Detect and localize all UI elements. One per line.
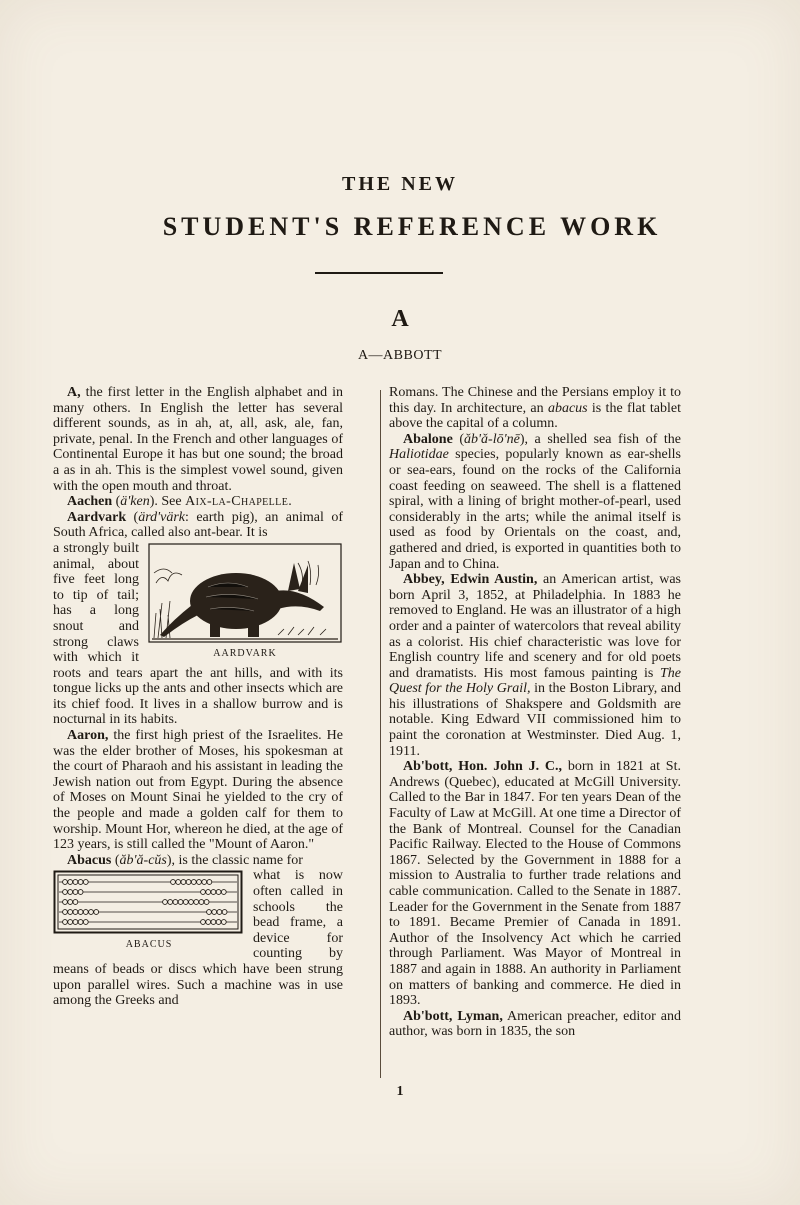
abacus-bead: [211, 890, 216, 895]
body-text: born in 1821 at St. Andrews (Quebec), educated at McGill University. Called to the Bar in 1847. For ten years Dean of the Faculty of Law at McGill. At one time a Director of the Bank of Montreal. Counsel for the Canadian Pacific Railway. Elected to the House of Commons 1867. Selected by the Government in 1888 for a mission to Australia to further trade relations and cable communication. Called to the Senate in 1887. Leader for the Government in the Senate from 1887 to 1891. Became Premier of Canada in 1891. Author of the Insolvency Act which he carried through Parliament. Was Mayor of Montreal in 1887 and again in 1888. An authority in Parliament on matters of banking and commerce. He died in 1893.: [389, 759, 681, 1009]
headword: Ab'bott, Lyman,: [403, 1008, 503, 1024]
abacus-bead: [78, 880, 83, 885]
abacus-bead: [194, 900, 199, 905]
headword: Abacus: [67, 852, 112, 868]
abacus-bead: [207, 880, 212, 885]
abacus-bead: [63, 890, 68, 895]
italic-text: abacus: [547, 400, 588, 416]
entry-aaron: [53, 728, 343, 853]
headword: Aardvark: [67, 509, 127, 525]
abacus-bead: [206, 890, 211, 895]
column-divider: [380, 390, 381, 1078]
abacus-bead: [163, 900, 168, 905]
left-column: [53, 385, 343, 1009]
cross-reference: Aix-la-Chapelle.: [185, 494, 293, 510]
abacus-bead: [73, 910, 78, 915]
headword: Abbey, Edwin Austin,: [403, 572, 538, 588]
body-text: an American artist, was born April 3, 1852, at Philadelphia. In 1883 he removed to England. He was an illustrator of a high order and a painter of watercolors that reveal ability as a colorist. His chief characteristic was love for English country life and scenery and for old poets and dramatists. His most famous painting is: [389, 572, 681, 681]
abacus-illustration: [53, 870, 243, 934]
title-line-1: THE NEW: [341, 173, 459, 195]
body-text: what is now often called in schools the bead frame, a device for counting by means of beads or discs which have been strung upon parallel wires. Such a machine was in use among the Greeks and: [53, 868, 343, 1009]
abacus-bead: [68, 890, 73, 895]
abacus-bead: [216, 890, 221, 895]
italic-text: ăb'ă-lō'nē: [464, 431, 520, 447]
abacus-bead: [89, 910, 94, 915]
abacus-bead: [83, 920, 88, 925]
running-head: A—ABBOTT: [357, 348, 443, 363]
entry-abbott-john: [389, 759, 681, 1009]
body-text: species, popularly known as ear-shells or sea-ears, found on the rocks of the California coast feeding on seaweed. The shell is a flattened spiral, with a lining of bright mother-of-pearl, used considerably in the arts; while the animal itself is used as food by Orientals on the coast, and, gathered and dried, is exported in quantities both to Japan and to China.: [389, 447, 681, 572]
right-column: [389, 385, 681, 1040]
abacus-bead: [78, 910, 83, 915]
abacus-bead: [202, 880, 207, 885]
italic-text: Haliotidae: [389, 447, 449, 463]
left-column-entries-top: [53, 385, 343, 541]
title-line-2: STUDENT'S REFERENCE WORK: [162, 212, 662, 241]
abacus-bead: [171, 880, 176, 885]
abacus-bead: [63, 880, 68, 885]
abacus-entry-block: [53, 868, 343, 1008]
italic-text: ăb'ă-cŭs: [119, 852, 167, 868]
abacus-bead: [73, 920, 78, 925]
abacus-bead: [68, 880, 73, 885]
abacus-bead: [73, 900, 78, 905]
abacus-bead: [68, 920, 73, 925]
abacus-bead: [201, 890, 206, 895]
abacus-bead: [221, 920, 226, 925]
body-text: ). See: [149, 494, 186, 510]
abacus-bead: [221, 890, 226, 895]
abacus-caption: ABACUS: [125, 939, 173, 951]
abacus-bead: [78, 920, 83, 925]
section-letter: A: [391, 306, 409, 332]
abacus-bead: [63, 900, 68, 905]
headword: A,: [67, 385, 81, 400]
abacus-bead: [63, 910, 68, 915]
entry-aachen: [53, 494, 343, 510]
body-text: (: [111, 852, 120, 868]
abacus-bead: [168, 900, 173, 905]
headword: Abalone: [403, 431, 453, 447]
abacus-bead: [178, 900, 183, 905]
abacus-bead: [83, 880, 88, 885]
headword: Aachen: [67, 494, 113, 510]
abacus-bead: [197, 880, 202, 885]
abacus-bead: [176, 880, 181, 885]
abacus-bead: [212, 910, 217, 915]
italic-text: ä'ken: [120, 494, 150, 510]
abacus-bead: [63, 920, 68, 925]
abacus-bead: [78, 890, 83, 895]
abacus-bead: [83, 910, 88, 915]
headword: Ab'bott, Hon. John J. C.,: [403, 759, 563, 775]
entry-abacus-cont: [389, 385, 681, 432]
body-text: ), is the classic name for: [166, 852, 303, 868]
entry-abbott-lyman: [389, 1009, 681, 1040]
body-text: the first high priest of the Israelites. He was the elder brother of Moses, his spokesman at the court of Pharaoh and his assistant in leading the Jewish nation out from Egypt. During the absence of Moses on Mount Sinai he yielded to the cry of the people and made a golden calf for them to worship. Mount Hor, whereon he died, at the age of 123 years, is still called the "Mount of Aaron.": [53, 728, 343, 853]
body-text: American preacher, editor and author, was born in 1835, the son: [389, 1008, 681, 1040]
abacus-bead: [183, 900, 188, 905]
aardvark-illustration: [148, 543, 342, 643]
italic-text: ärd'värk: [138, 509, 186, 525]
italic-text: The Quest for the Holy Grail,: [389, 665, 681, 697]
abacus-bead: [207, 910, 212, 915]
body-text: (: [112, 494, 121, 510]
body-text: (: [126, 509, 139, 525]
abacus-bead: [211, 920, 216, 925]
abacus-bead: [94, 910, 99, 915]
abacus-bead: [206, 920, 211, 925]
aardvark-figure: [147, 543, 343, 661]
abacus-bead: [73, 880, 78, 885]
abacus-bead: [201, 920, 206, 925]
left-column-entries-middle: [53, 728, 343, 868]
title-rule: [315, 272, 443, 274]
abacus-bead: [222, 910, 227, 915]
aardvark-entry-block: [53, 541, 343, 728]
abacus-bead: [186, 880, 191, 885]
abacus-bead: [173, 900, 178, 905]
abacus-bead: [204, 900, 209, 905]
body-text: a strongly built animal, about five feet long to tip of tail; has a long snout and strong claws with which it roots and tears apart the ant hills, and with its tongue licks up the ants and other insects which are its chief food. It lives in a shallow burrow and is nocturnal in its habits.: [53, 540, 343, 728]
abacus-bead: [216, 920, 221, 925]
body-text: : earth pig), an animal of South Africa, called also ant-bear. It is: [53, 509, 343, 541]
abacus-bead: [181, 880, 186, 885]
abacus-bead: [68, 910, 73, 915]
abacus-figure: [53, 870, 245, 956]
body-text: ), a shelled sea fish of the: [519, 431, 681, 447]
aardvark-caption: AARDVARK: [213, 647, 277, 659]
headword: Aaron,: [67, 728, 109, 744]
body-text: Romans. The Chinese and the Persians employ it to this day. In architecture, an: [389, 385, 681, 416]
abacus-bead: [217, 910, 222, 915]
body-text: the first letter in the English alphabet and in many others. In English the letter has several different sounds, as in ah, at, all, ask, ale, fan, private, penal. In the French and other languages of Continental Europe it has but one sound; the broad a as in ah. This is the simplest vowel sound, given with the open mouth and throat.: [53, 385, 343, 494]
entry-a: [53, 385, 343, 494]
body-text: is the flat tablet above the capital of a column.: [389, 400, 681, 432]
entry-abacus-lead: [53, 853, 343, 869]
entry-abbey: [389, 572, 681, 759]
body-text: in the Boston Library, and his illustrations of Shakspere and Goldsmith are notable. King Edward VII commissioned him to paint the coronation at Westminster. Died Aug. 1, 1911.: [389, 681, 682, 759]
abacus-bead: [189, 900, 194, 905]
page-number: 1: [396, 1084, 404, 1099]
abacus-bead: [191, 880, 196, 885]
entry-aardvark-lead: [53, 510, 343, 541]
entry-abalone: [389, 432, 681, 572]
abacus-bead: [68, 900, 73, 905]
abacus-bead: [73, 890, 78, 895]
body-text: (: [452, 431, 465, 447]
abacus-bead: [199, 900, 204, 905]
